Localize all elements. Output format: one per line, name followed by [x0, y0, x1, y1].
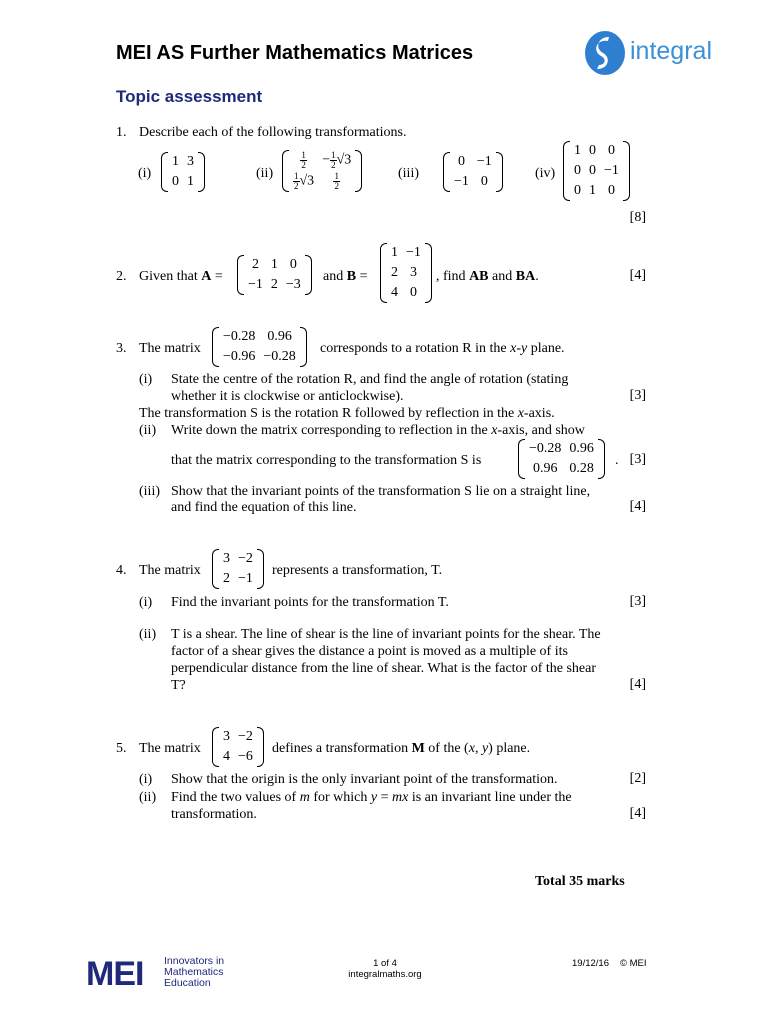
q5-number: 5. — [116, 741, 127, 756]
q5-part-ii-line2: transformation. — [171, 807, 257, 822]
q1-number: 1. — [116, 125, 127, 140]
q4-part-ii-line1: T is a shear. The line of shear is the line of invariant points for the shear. The — [171, 627, 601, 642]
q5-part-ii-marks: [4] — [629, 806, 646, 821]
q1-part-ii-label: (ii) — [256, 166, 274, 181]
q2-matrix-a: 2 1 0 −1 2 −3 — [237, 255, 312, 295]
q3-part-i-label: (i) — [139, 372, 153, 387]
q5-intro: The matrix — [139, 741, 201, 756]
q3-part-iii-marks: [4] — [629, 499, 646, 514]
q4-number: 4. — [116, 563, 127, 578]
q5-part-i-marks: [2] — [629, 771, 646, 786]
q1-part-iv-label: (iv) — [535, 166, 556, 181]
integral-logo-icon — [583, 29, 629, 77]
q4-part-ii-line3: perpendicular distance from the line of shear. What is the factor of the shear — [171, 661, 597, 676]
q4-transformation-text: represents a transformation, T. — [272, 563, 443, 578]
q3-part-ii-line2: that the matrix corresponding to the transformation S is — [171, 453, 482, 468]
q3-matrix-r: −0.28 0.96 −0.96 −0.28 — [212, 327, 307, 367]
q1-part-iii-label: (iii) — [398, 166, 419, 181]
q2-marks: [4] — [629, 268, 646, 283]
page-number: 1 of 4 — [373, 958, 397, 969]
q2-intro: Given that A = — [139, 269, 223, 284]
q5-part-i-label: (i) — [139, 772, 153, 787]
q4-part-i-marks: [3] — [629, 594, 646, 609]
q3-matrix-s: −0.28 0.96 0.96 0.28 — [518, 439, 605, 479]
q1-marks: [8] — [629, 210, 646, 225]
q2-find: , find AB and BA. — [436, 269, 539, 284]
q4-matrix-t: 3 −2 2 −1 — [212, 549, 264, 589]
q3-part-ii-line1: Write down the matrix corresponding to reflection in the x-axis, and show — [171, 423, 585, 438]
mei-logo: MEI — [86, 955, 144, 993]
footer-page-info — [340, 958, 430, 980]
q3-part-i-line1: State the centre of the rotation R, and find the angle of rotation (stating — [171, 372, 569, 387]
integral-logo-text: integral — [630, 37, 712, 65]
q4-intro: The matrix — [139, 563, 201, 578]
q3-s-definition: The transformation S is the rotation R followed by reflection in the x-axis. — [139, 406, 555, 421]
q1-matrix-i: 1 3 0 1 — [161, 152, 205, 192]
q3-intro: The matrix — [139, 341, 201, 356]
q5-part-i-line1: Show that the origin is the only invariant point of the transformation. — [171, 772, 558, 787]
mei-tagline: Innovators in Mathematics Education — [164, 955, 225, 989]
q3-rotation-text: corresponds to a rotation R in the x-y plane. — [320, 341, 565, 356]
total-marks: Total 35 marks — [535, 874, 625, 889]
q5-part-ii-label: (ii) — [139, 790, 157, 805]
q4-part-i-line1: Find the invariant points for the transformation T. — [171, 595, 449, 610]
q3-part-ii-end: . — [615, 453, 619, 468]
q4-part-i-label: (i) — [139, 595, 153, 610]
q2-and-b: and B = — [323, 269, 368, 284]
q5-part-ii-line1: Find the two values of m for which y = mx is an invariant line under the — [171, 790, 572, 805]
q5-transformation-text: defines a transformation M of the (x, y) plane. — [272, 741, 531, 756]
q3-part-iii-line1: Show that the invariant points of the transformation S lie on a straight line, — [171, 484, 591, 499]
q3-part-iii-line2: and find the equation of this line. — [171, 500, 357, 515]
page-title: MEI AS Further Mathematics Matrices — [116, 42, 474, 64]
q2-number: 2. — [116, 269, 127, 284]
footer-website: integralmaths.org — [348, 969, 422, 980]
q3-part-ii-label: (ii) — [139, 423, 157, 438]
q3-part-i-line2: whether it is clockwise or anticlockwise). — [171, 389, 404, 404]
footer-date: 19/12/16 — [572, 958, 609, 969]
page-subtitle: Topic assessment — [116, 87, 263, 106]
q3-part-ii-marks: [3] — [629, 452, 646, 467]
q1-matrix-iii: 0 −1 −1 0 — [443, 152, 503, 192]
q4-part-ii-marks: [4] — [629, 677, 646, 692]
q4-part-ii-line4: T? — [171, 678, 186, 693]
q3-part-iii-label: (iii) — [139, 484, 160, 499]
q1-text: Describe each of the following transformations. — [139, 125, 407, 140]
q3-part-i-marks: [3] — [629, 388, 646, 403]
q4-part-ii-label: (ii) — [139, 627, 157, 642]
q1-part-i-label: (i) — [138, 166, 152, 181]
q3-number: 3. — [116, 341, 127, 356]
q5-matrix-m: 3 −2 4 −6 — [212, 727, 264, 767]
footer-copyright: © MEI — [620, 958, 647, 969]
q1-matrix-iv: 1 0 0 0 0 −1 0 1 0 — [563, 141, 630, 201]
q4-part-ii-line2: factor of a shear gives the distance a point is moved as a multiple of its — [171, 644, 568, 659]
q1-matrix-ii: $\frac{1}{2}$ − $\frac{1}{2}$ √3 $\frac{1}{2}$ √3 $\frac{1}{2}$ — [282, 150, 362, 192]
q2-matrix-b: 1 −1 2 3 4 0 — [380, 243, 432, 303]
